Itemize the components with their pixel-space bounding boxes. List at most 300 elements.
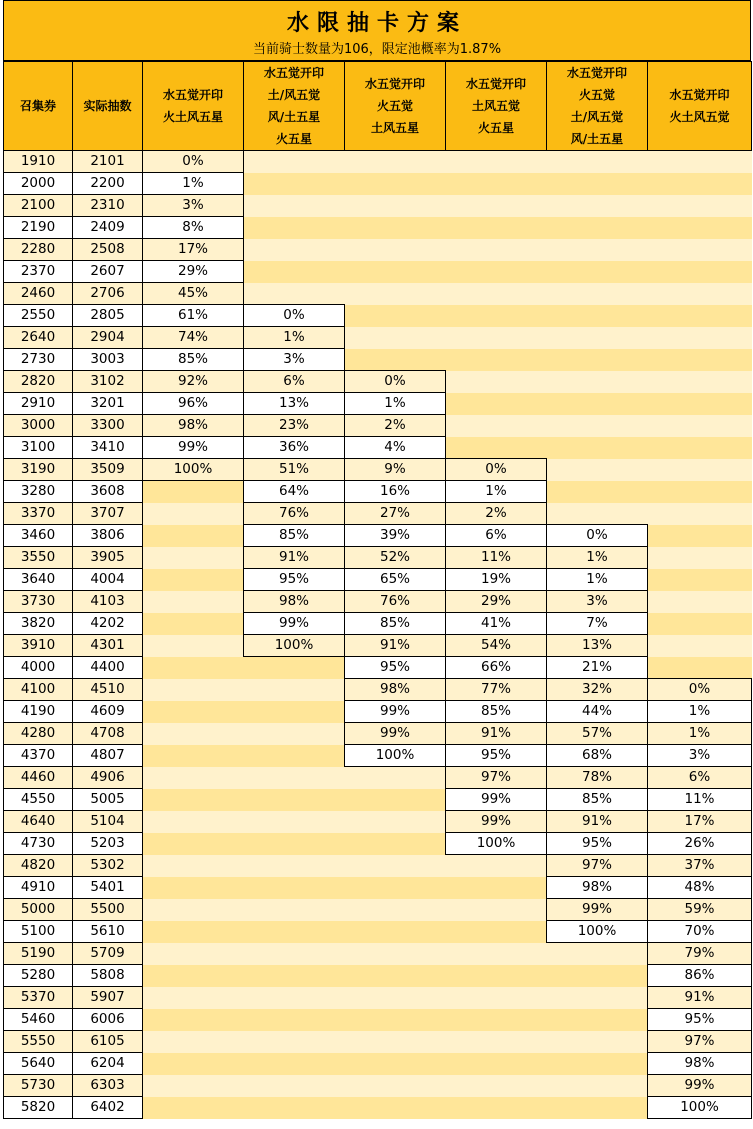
cell-probability-plan-4: 100% xyxy=(446,833,547,855)
cell-probability-plan-3: 52% xyxy=(345,547,446,569)
cell-probability-plan-6 xyxy=(648,371,752,393)
cell-probability-plan-5 xyxy=(547,151,648,173)
cell-probability-plan-3 xyxy=(345,261,446,283)
cell-probability-plan-2: 23% xyxy=(244,415,345,437)
cell-probability-plan-1 xyxy=(143,987,244,1009)
cell-tickets: 2370 xyxy=(4,261,73,283)
cell-probability-plan-2: 6% xyxy=(244,371,345,393)
col-header-tickets: 召集券 xyxy=(4,62,73,151)
cell-probability-plan-2 xyxy=(244,811,345,833)
cell-actual-pulls: 6402 xyxy=(73,1097,143,1119)
table-row xyxy=(4,987,752,1009)
cell-probability-plan-5 xyxy=(547,965,648,987)
cell-probability-plan-1 xyxy=(143,481,244,503)
cell-probability-plan-2: 99% xyxy=(244,613,345,635)
cell-probability-plan-1: 92% xyxy=(143,371,244,393)
cell-tickets: 2550 xyxy=(4,305,73,327)
cell-probability-plan-4 xyxy=(446,305,547,327)
cell-actual-pulls: 4906 xyxy=(73,767,143,789)
cell-probability-plan-2: 76% xyxy=(244,503,345,525)
cell-probability-plan-6 xyxy=(648,547,752,569)
cell-probability-plan-5: 44% xyxy=(547,701,648,723)
cell-probability-plan-5 xyxy=(547,283,648,305)
cell-probability-plan-4 xyxy=(446,283,547,305)
cell-probability-plan-6: 99% xyxy=(648,1075,752,1097)
page-subtitle: 当前骑士数量为106，限定池概率为1.87% xyxy=(252,42,502,57)
cell-probability-plan-2 xyxy=(244,1075,345,1097)
cell-probability-plan-5 xyxy=(547,195,648,217)
cell-tickets: 5460 xyxy=(4,1009,73,1031)
cell-probability-plan-5 xyxy=(547,349,648,371)
cell-probability-plan-4 xyxy=(446,151,547,173)
cell-probability-plan-6: 17% xyxy=(648,811,752,833)
cell-tickets: 5370 xyxy=(4,987,73,1009)
cell-actual-pulls: 3806 xyxy=(73,525,143,547)
cell-actual-pulls: 3509 xyxy=(73,459,143,481)
cell-probability-plan-3: 98% xyxy=(345,679,446,701)
cell-tickets: 5640 xyxy=(4,1053,73,1075)
cell-actual-pulls: 2904 xyxy=(73,327,143,349)
cell-probability-plan-3 xyxy=(345,283,446,305)
cell-probability-plan-3 xyxy=(345,855,446,877)
cell-probability-plan-6: 48% xyxy=(648,877,752,899)
cell-tickets: 2910 xyxy=(4,393,73,415)
cell-probability-plan-2: 95% xyxy=(244,569,345,591)
cell-actual-pulls: 2805 xyxy=(73,305,143,327)
cell-tickets: 5190 xyxy=(4,943,73,965)
cell-actual-pulls: 5401 xyxy=(73,877,143,899)
cell-probability-plan-1: 45% xyxy=(143,283,244,305)
cell-probability-plan-6 xyxy=(648,217,752,239)
cell-actual-pulls: 3608 xyxy=(73,481,143,503)
cell-probability-plan-5 xyxy=(547,261,648,283)
cell-probability-plan-1 xyxy=(143,723,244,745)
cell-probability-plan-5 xyxy=(547,217,648,239)
cell-probability-plan-1 xyxy=(143,591,244,613)
cell-probability-plan-6 xyxy=(648,261,752,283)
cell-probability-plan-5 xyxy=(547,393,648,415)
cell-tickets: 3370 xyxy=(4,503,73,525)
cell-probability-plan-5: 98% xyxy=(547,877,648,899)
header-row xyxy=(4,62,752,151)
cell-probability-plan-4: 19% xyxy=(446,569,547,591)
cell-probability-plan-4: 77% xyxy=(446,679,547,701)
cell-tickets: 2730 xyxy=(4,349,73,371)
cell-probability-plan-2: 3% xyxy=(244,349,345,371)
cell-probability-plan-1: 96% xyxy=(143,393,244,415)
cell-probability-plan-1: 74% xyxy=(143,327,244,349)
cell-probability-plan-6 xyxy=(648,459,752,481)
table-row xyxy=(4,349,752,371)
cell-probability-plan-6 xyxy=(648,503,752,525)
cell-probability-plan-6: 100% xyxy=(648,1097,752,1119)
cell-probability-plan-3: 9% xyxy=(345,459,446,481)
cell-probability-plan-4 xyxy=(446,195,547,217)
cell-actual-pulls: 4807 xyxy=(73,745,143,767)
cell-probability-plan-4 xyxy=(446,371,547,393)
cell-probability-plan-3 xyxy=(345,833,446,855)
cell-probability-plan-1: 1% xyxy=(143,173,244,195)
cell-probability-plan-2 xyxy=(244,239,345,261)
cell-probability-plan-1 xyxy=(143,679,244,701)
cell-probability-plan-2: 100% xyxy=(244,635,345,657)
cell-probability-plan-3: 99% xyxy=(345,701,446,723)
cell-probability-plan-6 xyxy=(648,415,752,437)
cell-probability-plan-1 xyxy=(143,635,244,657)
table-row xyxy=(4,525,752,547)
cell-probability-plan-3: 1% xyxy=(345,393,446,415)
cell-probability-plan-4 xyxy=(446,393,547,415)
cell-probability-plan-2 xyxy=(244,723,345,745)
cell-probability-plan-5 xyxy=(547,173,648,195)
cell-tickets: 3000 xyxy=(4,415,73,437)
cell-tickets: 4820 xyxy=(4,855,73,877)
cell-probability-plan-4: 11% xyxy=(446,547,547,569)
cell-probability-plan-5: 1% xyxy=(547,547,648,569)
cell-probability-plan-3 xyxy=(345,965,446,987)
table-row xyxy=(4,723,752,745)
table-row xyxy=(4,855,752,877)
cell-actual-pulls: 5302 xyxy=(73,855,143,877)
cell-probability-plan-6: 37% xyxy=(648,855,752,877)
cell-probability-plan-5 xyxy=(547,459,648,481)
cell-probability-plan-1 xyxy=(143,833,244,855)
cell-probability-plan-6: 79% xyxy=(648,943,752,965)
cell-probability-plan-3: 39% xyxy=(345,525,446,547)
cell-probability-plan-4 xyxy=(446,1097,547,1119)
cell-probability-plan-4 xyxy=(446,415,547,437)
cell-probability-plan-6: 91% xyxy=(648,987,752,1009)
cell-actual-pulls: 4103 xyxy=(73,591,143,613)
cell-probability-plan-5: 68% xyxy=(547,745,648,767)
table-row xyxy=(4,217,752,239)
table-row xyxy=(4,635,752,657)
cell-probability-plan-2 xyxy=(244,833,345,855)
table-row xyxy=(4,415,752,437)
cell-probability-plan-6: 86% xyxy=(648,965,752,987)
cell-tickets: 2100 xyxy=(4,195,73,217)
cell-probability-plan-6 xyxy=(648,481,752,503)
cell-probability-plan-6 xyxy=(648,349,752,371)
cell-probability-plan-1 xyxy=(143,855,244,877)
cell-probability-plan-5 xyxy=(547,1075,648,1097)
cell-probability-plan-2 xyxy=(244,855,345,877)
cell-probability-plan-3: 0% xyxy=(345,371,446,393)
cell-probability-plan-4 xyxy=(446,987,547,1009)
cell-probability-plan-5: 0% xyxy=(547,525,648,547)
cell-probability-plan-5: 57% xyxy=(547,723,648,745)
cell-probability-plan-2 xyxy=(244,261,345,283)
cell-tickets: 4910 xyxy=(4,877,73,899)
cell-probability-plan-5 xyxy=(547,503,648,525)
cell-probability-plan-6 xyxy=(648,613,752,635)
cell-probability-plan-1 xyxy=(143,547,244,569)
cell-probability-plan-2: 91% xyxy=(244,547,345,569)
cell-probability-plan-4 xyxy=(446,349,547,371)
table-row xyxy=(4,1075,752,1097)
cell-probability-plan-1 xyxy=(143,965,244,987)
cell-actual-pulls: 4400 xyxy=(73,657,143,679)
cell-probability-plan-5 xyxy=(547,943,648,965)
cell-probability-plan-6 xyxy=(648,305,752,327)
cell-tickets: 2820 xyxy=(4,371,73,393)
cell-probability-plan-1 xyxy=(143,811,244,833)
cell-tickets: 4190 xyxy=(4,701,73,723)
cell-probability-plan-6 xyxy=(648,195,752,217)
cell-probability-plan-6: 0% xyxy=(648,679,752,701)
cell-actual-pulls: 3300 xyxy=(73,415,143,437)
cell-probability-plan-2 xyxy=(244,195,345,217)
cell-probability-plan-3 xyxy=(345,239,446,261)
cell-probability-plan-1: 98% xyxy=(143,415,244,437)
cell-tickets: 3640 xyxy=(4,569,73,591)
cell-probability-plan-2 xyxy=(244,151,345,173)
cell-probability-plan-4: 1% xyxy=(446,481,547,503)
cell-probability-plan-3: 99% xyxy=(345,723,446,745)
cell-probability-plan-3 xyxy=(345,195,446,217)
cell-probability-plan-3 xyxy=(345,987,446,1009)
cell-probability-plan-4: 41% xyxy=(446,613,547,635)
cell-probability-plan-3: 2% xyxy=(345,415,446,437)
cell-probability-plan-1: 61% xyxy=(143,305,244,327)
table-row xyxy=(4,965,752,987)
table-row xyxy=(4,371,752,393)
cell-probability-plan-2 xyxy=(244,745,345,767)
cell-probability-plan-5 xyxy=(547,371,648,393)
cell-probability-plan-1 xyxy=(143,899,244,921)
cell-actual-pulls: 2310 xyxy=(73,195,143,217)
cell-tickets: 5280 xyxy=(4,965,73,987)
cell-probability-plan-6: 6% xyxy=(648,767,752,789)
cell-probability-plan-2 xyxy=(244,965,345,987)
cell-probability-plan-4: 29% xyxy=(446,591,547,613)
cell-probability-plan-3 xyxy=(345,789,446,811)
cell-probability-plan-2 xyxy=(244,899,345,921)
table-row xyxy=(4,789,752,811)
table-row xyxy=(4,481,752,503)
col-header-plan-6: 水五觉开印 火土风五觉 xyxy=(648,62,752,151)
cell-probability-plan-4: 2% xyxy=(446,503,547,525)
cell-probability-plan-1 xyxy=(143,1075,244,1097)
cell-probability-plan-2: 64% xyxy=(244,481,345,503)
cell-probability-plan-2 xyxy=(244,943,345,965)
cell-probability-plan-5 xyxy=(547,481,648,503)
table-body xyxy=(4,151,752,1119)
table-row xyxy=(4,745,752,767)
cell-probability-plan-3 xyxy=(345,921,446,943)
cell-probability-plan-1 xyxy=(143,943,244,965)
cell-actual-pulls: 5203 xyxy=(73,833,143,855)
table-row xyxy=(4,701,752,723)
cell-probability-plan-6: 97% xyxy=(648,1031,752,1053)
cell-tickets: 4550 xyxy=(4,789,73,811)
cell-probability-plan-4 xyxy=(446,217,547,239)
cell-probability-plan-5: 21% xyxy=(547,657,648,679)
cell-probability-plan-1 xyxy=(143,525,244,547)
cell-probability-plan-2 xyxy=(244,283,345,305)
cell-probability-plan-3 xyxy=(345,899,446,921)
cell-tickets: 2280 xyxy=(4,239,73,261)
cell-probability-plan-4 xyxy=(446,1009,547,1031)
cell-probability-plan-6 xyxy=(648,591,752,613)
cell-probability-plan-1 xyxy=(143,1009,244,1031)
cell-actual-pulls: 4510 xyxy=(73,679,143,701)
cell-probability-plan-5: 91% xyxy=(547,811,648,833)
cell-probability-plan-6 xyxy=(648,239,752,261)
cell-probability-plan-2 xyxy=(244,1031,345,1053)
cell-probability-plan-1: 8% xyxy=(143,217,244,239)
cell-probability-plan-2 xyxy=(244,767,345,789)
cell-probability-plan-5 xyxy=(547,1053,648,1075)
cell-probability-plan-1 xyxy=(143,921,244,943)
table-row xyxy=(4,1097,752,1119)
cell-actual-pulls: 4609 xyxy=(73,701,143,723)
cell-probability-plan-1 xyxy=(143,877,244,899)
cell-probability-plan-4: 6% xyxy=(446,525,547,547)
table-row xyxy=(4,283,752,305)
cell-probability-plan-3: 95% xyxy=(345,657,446,679)
cell-actual-pulls: 2508 xyxy=(73,239,143,261)
col-header-plan-2: 水五觉开印 土/风五觉 风/土五星 火五星 xyxy=(244,62,345,151)
cell-probability-plan-2 xyxy=(244,679,345,701)
table-row xyxy=(4,459,752,481)
cell-tickets: 4100 xyxy=(4,679,73,701)
table-row xyxy=(4,547,752,569)
cell-actual-pulls: 3707 xyxy=(73,503,143,525)
table-row xyxy=(4,1053,752,1075)
cell-probability-plan-2 xyxy=(244,217,345,239)
cell-probability-plan-3 xyxy=(345,327,446,349)
cell-tickets: 4730 xyxy=(4,833,73,855)
cell-probability-plan-1 xyxy=(143,745,244,767)
cell-tickets: 3460 xyxy=(4,525,73,547)
cell-tickets: 4640 xyxy=(4,811,73,833)
cell-probability-plan-3 xyxy=(345,877,446,899)
table-row xyxy=(4,151,752,173)
cell-tickets: 5000 xyxy=(4,899,73,921)
cell-probability-plan-1 xyxy=(143,1097,244,1119)
cell-probability-plan-6 xyxy=(648,151,752,173)
cell-actual-pulls: 6006 xyxy=(73,1009,143,1031)
cell-actual-pulls: 5709 xyxy=(73,943,143,965)
table-row xyxy=(4,1031,752,1053)
cell-probability-plan-4 xyxy=(446,261,547,283)
cell-probability-plan-2: 98% xyxy=(244,591,345,613)
cell-probability-plan-5: 99% xyxy=(547,899,648,921)
cell-probability-plan-3 xyxy=(345,305,446,327)
cell-probability-plan-2: 1% xyxy=(244,327,345,349)
cell-probability-plan-4 xyxy=(446,899,547,921)
cell-actual-pulls: 2607 xyxy=(73,261,143,283)
cell-probability-plan-3: 27% xyxy=(345,503,446,525)
cell-probability-plan-4 xyxy=(446,921,547,943)
col-header-plan-1: 水五觉开印 火土风五星 xyxy=(143,62,244,151)
cell-probability-plan-5: 97% xyxy=(547,855,648,877)
cell-tickets: 2460 xyxy=(4,283,73,305)
cell-probability-plan-4 xyxy=(446,1053,547,1075)
table-row xyxy=(4,173,752,195)
cell-probability-plan-6 xyxy=(648,657,752,679)
cell-actual-pulls: 2200 xyxy=(73,173,143,195)
cell-tickets: 5550 xyxy=(4,1031,73,1053)
cell-probability-plan-5: 100% xyxy=(547,921,648,943)
cell-probability-plan-4: 85% xyxy=(446,701,547,723)
cell-probability-plan-3: 76% xyxy=(345,591,446,613)
cell-actual-pulls: 4004 xyxy=(73,569,143,591)
cell-actual-pulls: 5610 xyxy=(73,921,143,943)
col-header-plan-4: 水五觉开印 土风五觉 火五星 xyxy=(446,62,547,151)
page-title: 水限抽卡方案 xyxy=(286,11,467,36)
cell-probability-plan-4 xyxy=(446,943,547,965)
cell-probability-plan-6 xyxy=(648,437,752,459)
cell-tickets: 2000 xyxy=(4,173,73,195)
cell-tickets: 3100 xyxy=(4,437,73,459)
col-header-plan-3: 水五觉开印 火五觉 土风五星 xyxy=(345,62,446,151)
cell-probability-plan-4: 97% xyxy=(446,767,547,789)
cell-probability-plan-4: 91% xyxy=(446,723,547,745)
cell-probability-plan-1 xyxy=(143,613,244,635)
table-row xyxy=(4,569,752,591)
cell-tickets: 2190 xyxy=(4,217,73,239)
cell-probability-plan-3 xyxy=(345,1075,446,1097)
cell-actual-pulls: 3003 xyxy=(73,349,143,371)
cell-actual-pulls: 5907 xyxy=(73,987,143,1009)
cell-probability-plan-5 xyxy=(547,415,648,437)
cell-probability-plan-6: 98% xyxy=(648,1053,752,1075)
cell-tickets: 3190 xyxy=(4,459,73,481)
probability-table xyxy=(3,61,752,1119)
title-banner xyxy=(3,0,751,61)
cell-actual-pulls: 3102 xyxy=(73,371,143,393)
table-row xyxy=(4,943,752,965)
cell-probability-plan-3 xyxy=(345,767,446,789)
table-row xyxy=(4,591,752,613)
cell-probability-plan-4 xyxy=(446,1075,547,1097)
cell-probability-plan-4: 99% xyxy=(446,811,547,833)
cell-probability-plan-3 xyxy=(345,1097,446,1119)
cell-probability-plan-6: 26% xyxy=(648,833,752,855)
cell-probability-plan-6 xyxy=(648,635,752,657)
cell-probability-plan-1 xyxy=(143,657,244,679)
cell-probability-plan-6: 1% xyxy=(648,723,752,745)
cell-probability-plan-3 xyxy=(345,811,446,833)
cell-probability-plan-3: 4% xyxy=(345,437,446,459)
table-row xyxy=(4,657,752,679)
cell-probability-plan-6: 1% xyxy=(648,701,752,723)
cell-tickets: 3550 xyxy=(4,547,73,569)
col-header-actual-pulls: 实际抽数 xyxy=(73,62,143,151)
cell-probability-plan-1: 3% xyxy=(143,195,244,217)
cell-tickets: 4000 xyxy=(4,657,73,679)
cell-probability-plan-2: 13% xyxy=(244,393,345,415)
cell-probability-plan-4 xyxy=(446,877,547,899)
cell-probability-plan-3 xyxy=(345,943,446,965)
cell-probability-plan-5: 7% xyxy=(547,613,648,635)
cell-probability-plan-2 xyxy=(244,173,345,195)
cell-probability-plan-5 xyxy=(547,327,648,349)
table-row xyxy=(4,503,752,525)
cell-probability-plan-4: 54% xyxy=(446,635,547,657)
cell-probability-plan-4: 99% xyxy=(446,789,547,811)
cell-probability-plan-3 xyxy=(345,217,446,239)
gacha-plan-sheet xyxy=(3,0,751,1119)
cell-probability-plan-4: 66% xyxy=(446,657,547,679)
table-row xyxy=(4,305,752,327)
cell-actual-pulls: 4301 xyxy=(73,635,143,657)
cell-probability-plan-1: 99% xyxy=(143,437,244,459)
cell-actual-pulls: 3410 xyxy=(73,437,143,459)
cell-probability-plan-3: 85% xyxy=(345,613,446,635)
